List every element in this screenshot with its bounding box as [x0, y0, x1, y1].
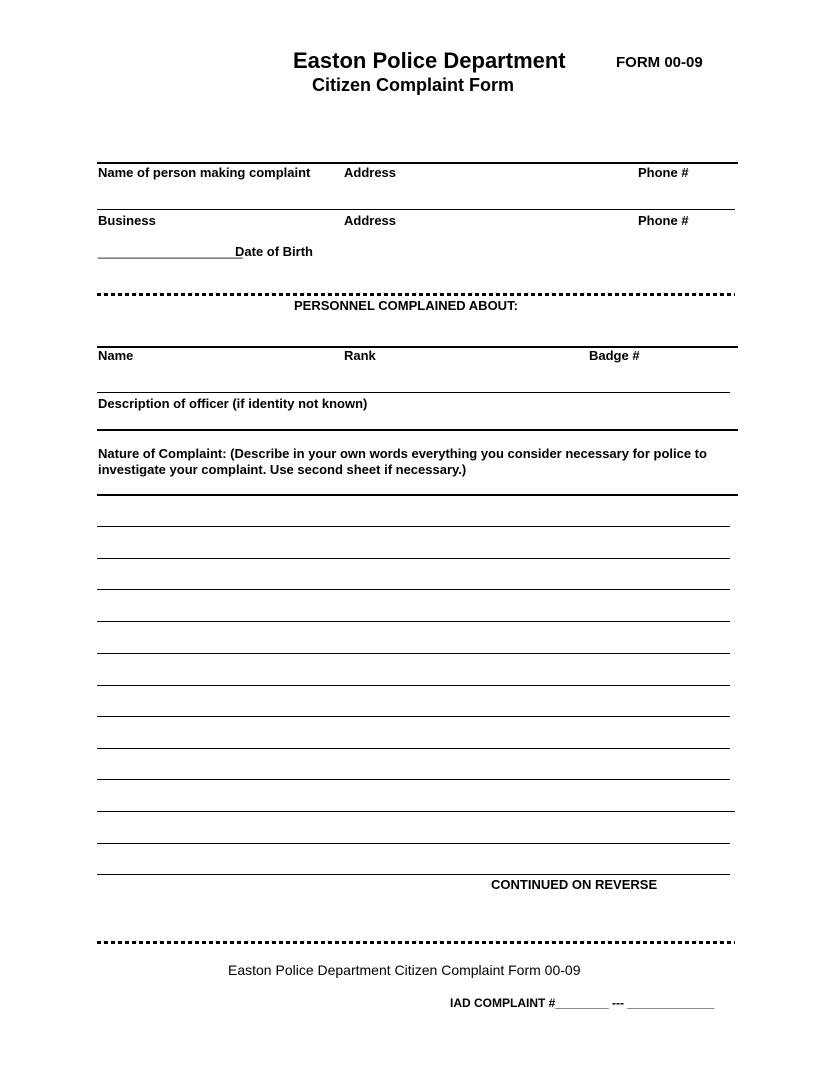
dob-blank: ____________________: [98, 244, 243, 259]
dotted-divider: [97, 293, 735, 296]
section-rule: [97, 494, 738, 496]
form-number: FORM 00-09: [616, 54, 703, 71]
complainant-name-label: Name of person making complaint: [98, 165, 311, 180]
writing-line: [97, 558, 730, 559]
writing-line: [97, 621, 730, 622]
complainant-address-label: Address: [344, 165, 397, 180]
fill-line: [97, 209, 735, 210]
nature-line-2: investigate your complaint. Use second sheet if necessary.): [98, 462, 467, 477]
writing-line: [97, 843, 730, 844]
iad-complaint-number: IAD COMPLAINT #________ --- _____________: [450, 996, 715, 1010]
continued-on-reverse: CONTINUED ON REVERSE: [491, 877, 658, 892]
writing-line: [97, 526, 730, 527]
writing-line: [97, 779, 730, 780]
writing-line: [97, 811, 735, 812]
writing-line: [97, 653, 730, 654]
section-rule: [97, 162, 738, 164]
section-rule: [97, 346, 738, 348]
personnel-rank-label: Rank: [344, 348, 376, 363]
personnel-heading: PERSONNEL COMPLAINED ABOUT:: [294, 298, 518, 313]
section-rule: [97, 429, 738, 431]
fill-line: [97, 392, 730, 393]
business-label: Business: [98, 213, 156, 228]
business-address-label: Address: [344, 213, 397, 228]
dob-label: Date of Birth: [235, 244, 313, 259]
writing-line: [97, 748, 730, 749]
personnel-badge-label: Badge #: [589, 348, 640, 363]
business-phone-label: Phone #: [638, 213, 689, 228]
nature-line-1: Nature of Complaint: (Describe in your own words everything you consider necessary for police to: [98, 446, 707, 461]
writing-line: [97, 716, 730, 717]
officer-description-label: Description of officer (if identity not known): [98, 396, 368, 411]
footer-text: Easton Police Department Citizen Complaint Form 00-09: [228, 962, 581, 978]
page-title: Easton Police Department: [293, 48, 566, 73]
personnel-name-label: Name: [98, 348, 134, 363]
form-subtitle: Citizen Complaint Form: [312, 75, 514, 95]
writing-line: [97, 589, 730, 590]
writing-line: [97, 874, 730, 875]
dotted-divider: [97, 941, 735, 944]
complainant-phone-label: Phone #: [638, 165, 689, 180]
writing-line: [97, 685, 730, 686]
